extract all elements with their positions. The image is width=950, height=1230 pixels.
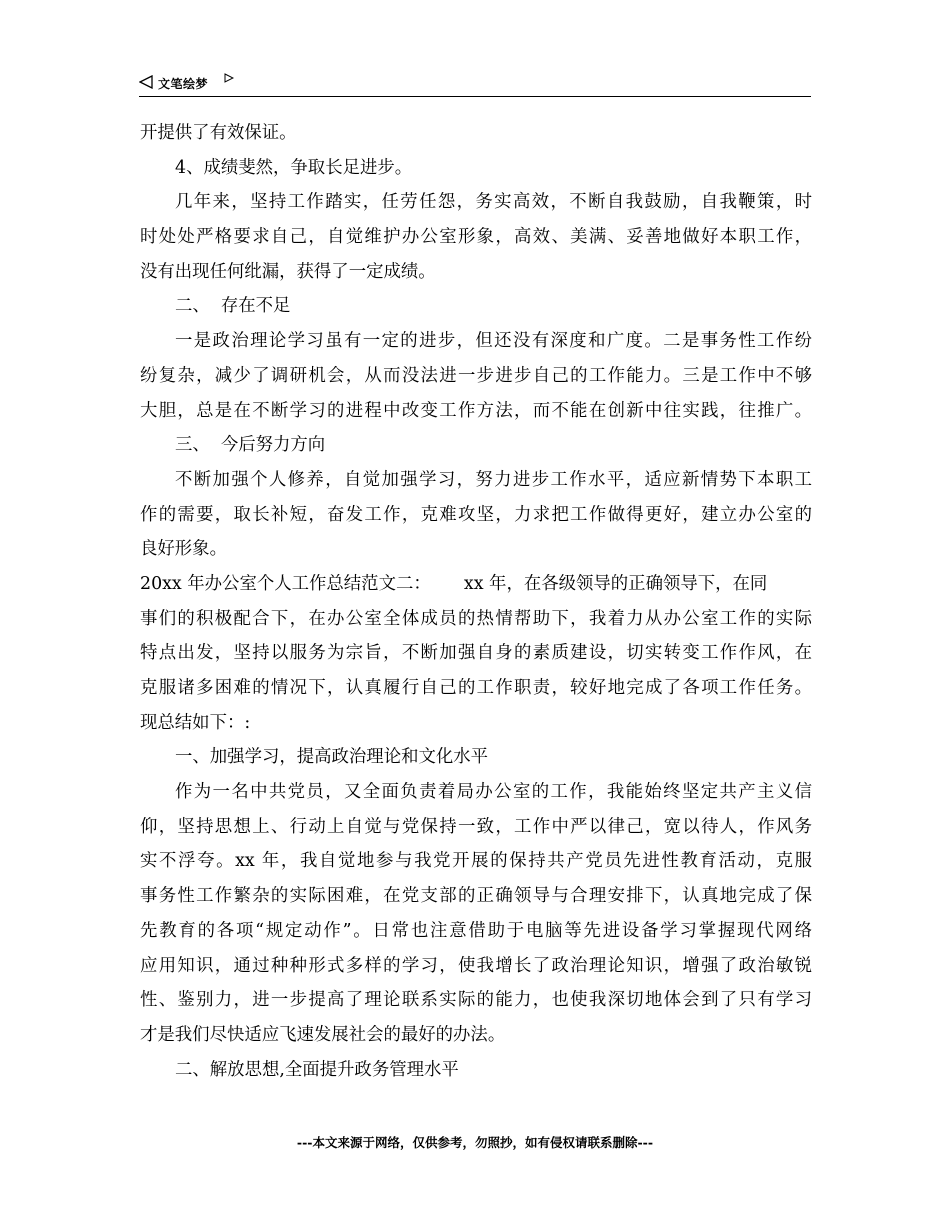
text-line: 一是政治理论学习虽有一定的进步，但还没有深度和广度。二是事务性工作纷 [175,331,812,352]
page-header [139,72,811,97]
text-line: 现总结如下：: [140,712,251,733]
text-line: 不断加强个人修养，自觉加强学习，努力进步工作水平，适应新情势下本职工 [175,469,812,490]
text-line: 性、鉴别力，进一步提高了理论联系实际的能力，也使我深切地体会到了只有学习 [140,990,812,1011]
text-line: 作的需要，取长补短，奋发工作，克难攻坚，力求把工作做得更好，建立办公室的 [140,504,812,525]
text-line: 事们的积极配合下，在办公室全体成员的热情帮助下，我着力从办公室工作的实际 [140,608,812,629]
text-line: 没有出现任何纰漏，获得了一定成绩。 [140,261,436,282]
text-line: 克服诸多困难的情况下，认真履行自己的工作职责，较好地完成了各项工作任务。 [140,678,812,698]
text-line: 仰，坚持思想上、行动上自觉与党保持一致，工作中严以律己，宽以待人，作风务 [140,816,812,837]
text-line: 先教育的各项“规定动作”。日常也注意借助于电脑等先进设备学习掌握现代网络 [140,920,812,941]
text-line: 应用知识，通过种种形式多样的学习，使我增长了政治理论知识，增强了政治敏锐 [140,955,812,976]
text-line: 时处处严格要求自己，自觉维护办公室形象，高效、美满、妥善地做好本职工作， [140,227,812,248]
text-line: 良好形象。 [140,539,227,560]
text-line: 事务性工作繁杂的实际困难，在党支部的正确领导与合理安排下，认真地完成了保 [140,886,812,907]
text-line: 实不浮夸。xx 年，我自觉地参与我党开展的保持共产党员先进性教育活动，克服 [140,851,812,872]
text-line: 特点出发，坚持以服务为宗旨，不断加强自身的素质建设，切实转变工作作风，在 [140,643,812,664]
text-line: 20xx 年办公室个人工作总结范文二： xx 年，在各级领导的正确领导下，在同 [140,573,768,594]
text-line: 开提供了有效保证。 [140,123,297,143]
text-line: 二、 存在不足 [175,296,291,317]
text-line: 大胆，总是在不断学习的进程中改变工作方法，而不能在创新中往实践，往推广。 [140,400,812,421]
text-line: 才是我们尽快适应飞速发展社会的最好的办法。 [140,1024,506,1045]
text-line: 几年来，坚持工作踏实，任劳任怨，务实高效，不断自我鼓励，自我鞭策，时 [175,192,812,213]
text-line: 三、 今后努力方向 [175,435,326,456]
text-line: 一、加强学习，提高政治理论和文化水平 [175,747,489,768]
page-footer: ---本文来源于网络，仅供参考，勿照抄，如有侵权请联系删除--- [296,1135,654,1150]
triangle-right-icon [224,73,234,86]
text-line: 纷复杂，减少了调研机会，从而没法进一步进步自己的工作能力。三是工作中不够 [140,365,812,386]
text-line: 4、成绩斐然，争取长足进步。 [175,157,413,178]
document-body [140,116,812,1087]
text-line: 作为一名中共党员，又全面负责着局办公室的工作，我能始终坚定共产主义信 [175,782,812,803]
text-line: 二、解放思想,全面提升政务管理水平 [175,1059,459,1080]
triangle-left-icon [139,75,153,92]
header-brand: 文笔绘梦 [158,77,209,91]
